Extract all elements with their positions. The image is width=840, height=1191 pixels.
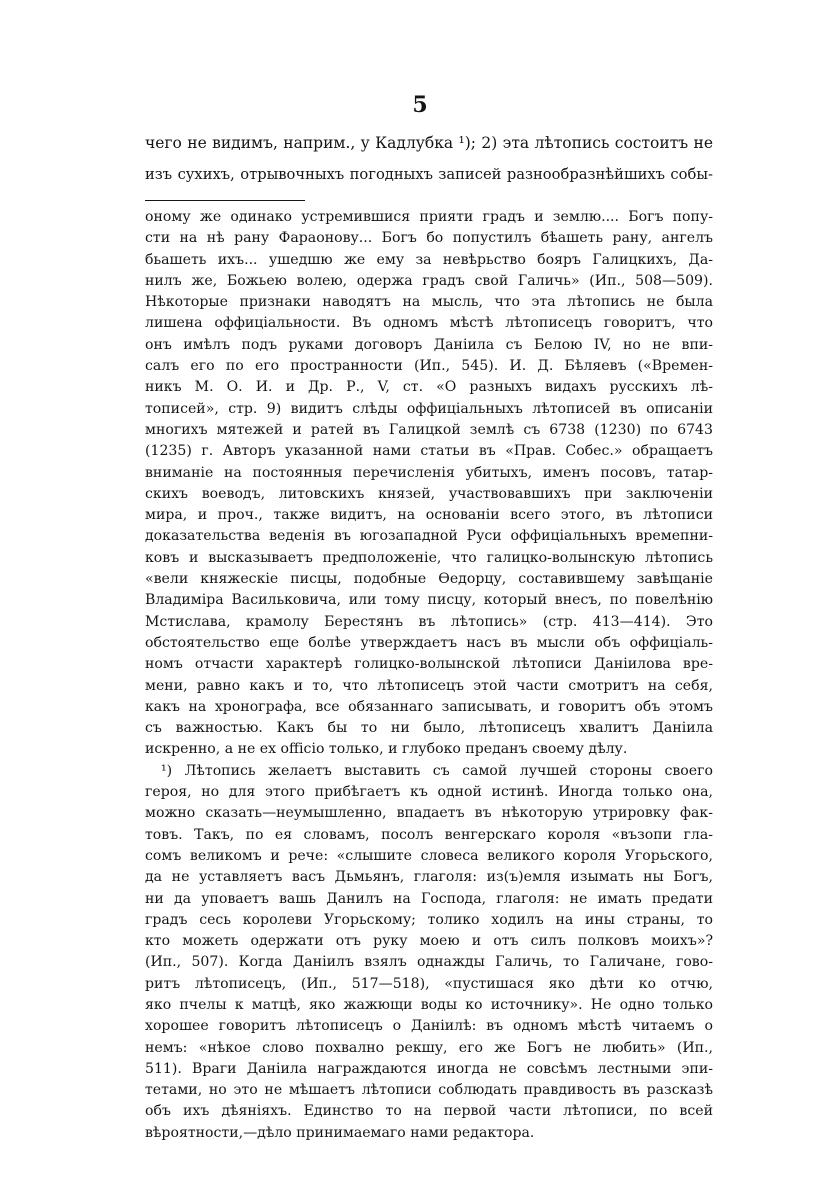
footnote-line: доказательства веденія въ югозападной Руси оффиціальныхъ времепни- [145, 528, 713, 545]
footnote-line: оному же одинако устремившися прияти градъ и землю.... Богъ попу- [145, 209, 713, 225]
footnote-separator [145, 200, 305, 201]
footnote-line: Нѣкоторые признаки наводятъ на мысль, что эта лѣтопись не была [145, 294, 713, 311]
footnote-line: героя, но для этого прибѣгаетъ къ одной истинѣ. Иногда только она, [145, 784, 713, 801]
footnote-line: обстоятельство еще болѣе утверждаетъ насъ въ мысли объ оффиціаль- [145, 634, 713, 651]
footnote-line: ни да уповаетъ вашь Данилъ на Господа, глаголя: не имать предати [145, 890, 713, 907]
footnote-line: Мстислава, крамолу Берестянъ въ лѣтопись» (стр. 413—414). Это [145, 613, 713, 630]
footnote-line: (1235) г. Авторъ указанной нами статьи въ «Прав. Собес.» обращаетъ [145, 443, 713, 460]
footnote-line: мени, равно какъ и то, что лѣтописецъ этой части смотритъ на себя, [145, 677, 713, 694]
footnote-line: ¹) Лѣтопись желаетъ выставить съ самой лучшей стороны своего [161, 762, 713, 779]
footnote-line: можно сказать—неумышленно, впадаетъ въ нѣкоторую утрировку фак- [145, 805, 713, 822]
footnote-line: онъ имѣлъ подъ руками договоръ Даніила съ Белою IV, но не впи- [145, 336, 713, 353]
footnote-line: товъ. Такъ, по ея словамъ, посолъ венгерскаго короля «възопи гла- [145, 826, 713, 843]
footnote-line: кто можеть одержати отъ руку моею и отъ силъ полковъ моихъ»? [145, 933, 713, 950]
footnote-line: многихъ мятежей и ратей въ Галицкой землѣ съ 6738 (1230) по 6743 [145, 421, 713, 438]
footnote-line: бьашеть ихъ... ушедшю же ему за невѣрьство бояръ Галицкихъ, Да- [145, 251, 713, 268]
footnote-line: яко пчелы к матцѣ, яко жажющи воды ко источнику». Не одно только [145, 996, 713, 1013]
footnote-line: лишена оффиціальности. Въ одномъ мѣстѣ лѣтописецъ говоритъ, что [145, 315, 713, 332]
footnote-line: тописей», стр. 9) видитъ слѣды оффиціальныхъ лѣтописей въ описаніи [145, 400, 713, 417]
footnote-line: никъ М. О. И. и Др. Р., V, ст. «О разныхъ видахъ русскихъ лѣ- [145, 379, 713, 396]
footnote-line: какъ на хронографа, все обязаннаго записывать, и говоритъ объ этомъ [145, 698, 713, 715]
footnote-line: номъ отчасти характерѣ голицко-волынской лѣтописи Даніилова вре- [145, 656, 713, 673]
footnote-line: ритъ лѣтописецъ, (Ип., 517—518), «пустишася яко дѣти ко отчю, [145, 975, 713, 992]
footnote-line: тетами, но это не мѣшаетъ лѣтописи соблюдать правдивость въ разсказѣ [145, 1082, 713, 1099]
page-number: 5 [412, 92, 428, 118]
footnote-line: (Ип., 507). Когда Даніилъ взялъ однажды Галичь, то Галичане, гово- [145, 954, 713, 971]
footnote-line: да не уставляетъ васъ Дьмьянъ, глаголя: из(ъ)емля изымать ны Богъ, [145, 869, 713, 886]
main-text-line: чего не видимъ, наприм., у Кадлубка ¹); 2) эта лѣтопись состоитъ не [145, 134, 713, 152]
footnote-line: вниманіе на постоянныя перечисленія убитыхъ, именъ посовъ, татар- [145, 464, 713, 481]
footnote-line: «вели княжескіе писцы, подобные Ѳедорцу, составившему завѣщаніе [145, 571, 713, 588]
footnote-line: нилъ же, Божьею волею, одержа градъ свой Галичь» (Ип., 508—509). [145, 272, 713, 289]
footnote-line: сти на нѣ рану Фараонову... Богъ бо попустилъ бѣашеть рану, ангелъ [145, 230, 713, 247]
main-text-line: изъ сухихъ, отрывочныхъ погодныхъ записей разнообразнѣйшихъ собы- [145, 166, 713, 183]
footnote-line: 511). Враги Даніила награждаются иногда не совсѣмъ лестными эпи- [145, 1060, 713, 1077]
footnotes [145, 207, 713, 1144]
main-text [145, 128, 713, 190]
footnote-line: ковъ и высказываетъ предположеніе, что галицко-волынскую лѣтопись [145, 549, 713, 566]
footnote-line: Владиміра Васильковича, или тому писцу, который внесъ, по повелѣнію [145, 592, 713, 609]
footnote-line: вѣроятности,—дѣло принимаемаго нами редактора. [145, 1124, 535, 1141]
footnote-line: хорошее говоритъ лѣтописецъ о Даніилѣ: въ одномъ мѣстѣ читаемъ о [145, 1018, 713, 1035]
footnote-line: объ ихъ дѣяніяхъ. Единство то на первой части лѣтописи, по всей [145, 1103, 713, 1120]
footnote-line: салъ его по его пространности (Ип., 545). И. Д. Бѣляевъ («Времен- [145, 358, 713, 375]
footnote-line: немъ: «нѣкое слово похвално рекшу, его же Богъ не любить» (Ип., [145, 1039, 713, 1056]
footnote-line: сомъ великомъ и рече: «слышите словеса великого короля Угорьского, [145, 847, 713, 864]
footnote-line: градъ сесь королеви Угорьскому; толико ходилъ на ины страны, то [145, 911, 713, 928]
footnote-line: мира, и проч., также видитъ, на основаніи всего этого, въ лѣтописи [145, 507, 713, 524]
footnote-line: скихъ воеводъ, литовскихъ князей, участвовавшихъ при заключеніи [145, 485, 713, 502]
footnote-line: искренно, а не ex officio только, и глубоко преданъ своему дѣлу. [145, 741, 628, 758]
footnote-line: съ важностью. Какъ бы то ни было, лѣтописецъ хвалитъ Даніила [145, 720, 713, 737]
